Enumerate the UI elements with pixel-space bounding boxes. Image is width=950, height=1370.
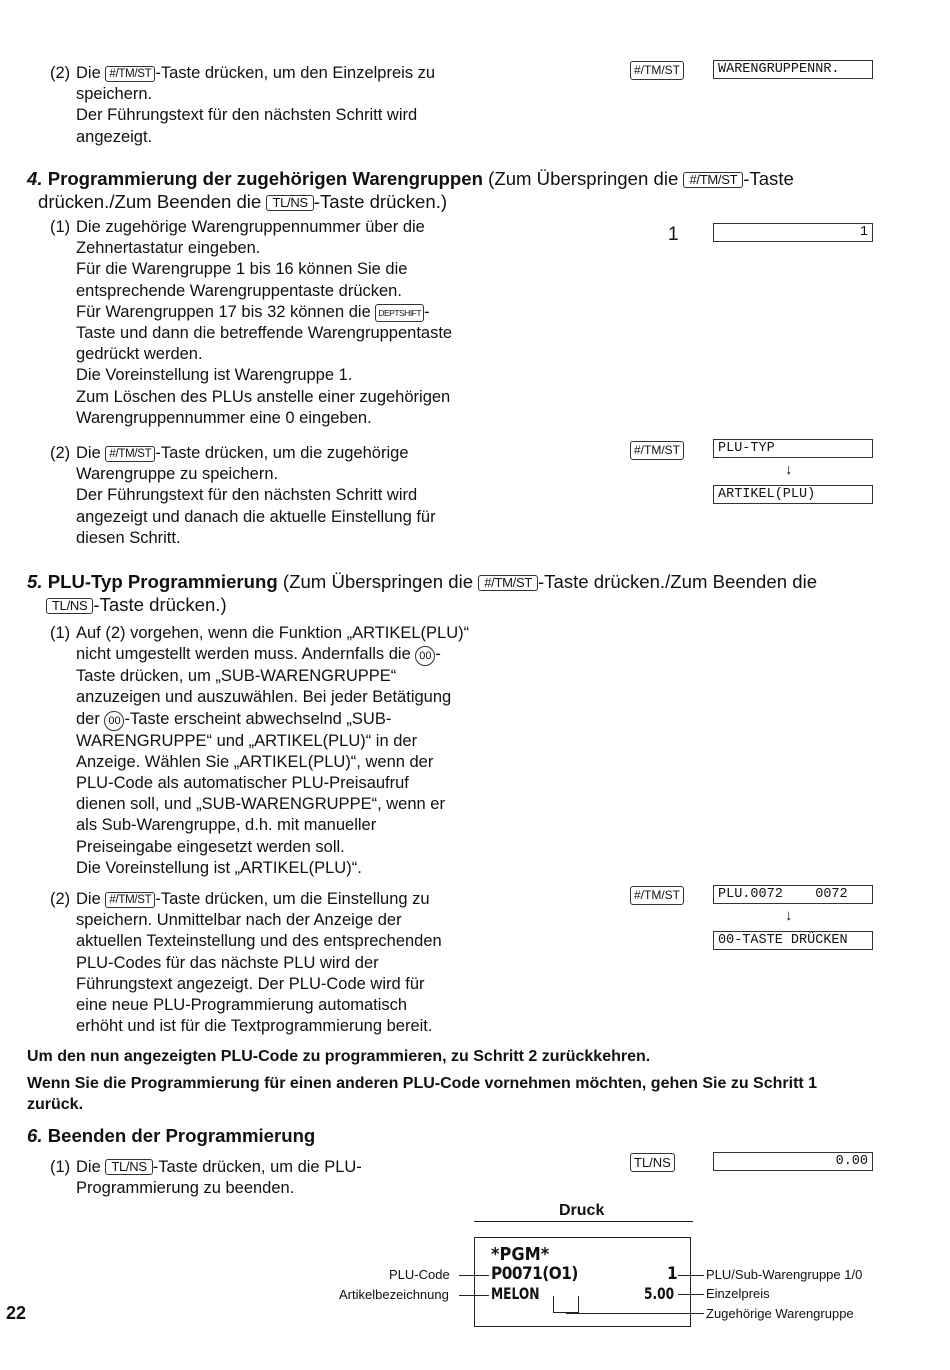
display-box: PLU-TYP <box>713 439 873 458</box>
note-return-step-1 <box>27 1073 927 1115</box>
text: Der Führungstext für den nächsten Schritt wird <box>76 106 418 125</box>
section-number: 5. <box>27 571 43 592</box>
display-box: 1 <box>713 223 873 242</box>
display-box: 00-TASTE DRÜCKEN <box>713 931 873 950</box>
deptshift-key-icon: DEPTSHIFT <box>375 304 424 322</box>
text: erhöht und ist für die Textprogrammierung bereit. <box>76 1017 433 1036</box>
text: speichern. <box>76 85 153 104</box>
tmst-key-icon: #/TM/ST <box>478 575 538 591</box>
text: Für die Warengruppe 1 bis 16 können Sie die <box>76 260 408 279</box>
text: Warengruppe zu speichern. <box>76 465 279 484</box>
text: Auf (2) vorgehen, wenn die Funktion „ARTIKEL(PLU)“ <box>76 624 470 642</box>
text: Die zugehörige Warengruppennummer über die <box>76 218 425 236</box>
text: nicht umgestellt werden muss. Andernfalls die <box>76 645 411 664</box>
text: Zum Löschen des PLUs anstelle einer zugehörigen <box>76 387 451 406</box>
top-item-text <box>76 63 435 148</box>
down-arrow-icon: ↓ <box>785 461 793 478</box>
text: aktuellen Texteinstellung und des entsprechenden <box>76 932 442 951</box>
text: Wenn Sie die Programmierung für einen anderen PLU-Code vornehmen möchten, gehen Sie zu Schritt 1 <box>27 1075 818 1092</box>
receipt-plu-type: 1 <box>667 1264 678 1284</box>
text: als Sub-Warengruppe, d.h. mit manueller <box>76 816 377 835</box>
note-return-step-2: Um den nun angezeigten PLU-Code zu programmieren, zu Schritt 2 zurückkehren. <box>27 1048 651 1065</box>
text: Warengruppennummer eine 0 eingeben. <box>76 408 372 427</box>
text: speichern. Unmittelbar nach der Anzeige der <box>76 911 402 930</box>
bracket-line <box>578 1296 579 1313</box>
section-6-heading <box>27 1124 315 1147</box>
text: Taste drücken, um „SUB-WARENGRUPPE“ <box>76 667 397 686</box>
s6-item1-number: (1) <box>50 1158 71 1176</box>
tmst-key-icon: #/TM/ST <box>105 892 155 908</box>
text: (Zum Überspringen die <box>282 571 474 592</box>
tmst-key-icon: #/TM/ST <box>630 441 684 460</box>
receipt-pgm-line: *PGM* <box>491 1244 550 1265</box>
text: diesen Schritt. <box>76 528 181 547</box>
receipt-plu-code: P0071(O1) <box>491 1264 578 1284</box>
tlns-key-icon: TL/NS <box>630 1153 675 1172</box>
numeric-entry: 1 <box>668 224 679 245</box>
text: (Zum Überspringen die <box>488 168 679 189</box>
s6-item1-text <box>76 1157 362 1199</box>
tmst-key-icon: #/TM/ST <box>630 886 684 905</box>
text: PLU-Code als automatischer PLU-Preisaufruf <box>76 774 409 793</box>
text: -Taste drücken, um die zugehörige <box>155 444 409 462</box>
receipt-item-name: MELON <box>491 1284 540 1303</box>
text: Die Voreinstellung ist Warengruppe 1. <box>76 366 353 385</box>
text: eine neue PLU-Programmierung automatisch <box>76 996 408 1015</box>
tmst-key-icon: #/TM/ST <box>630 61 684 80</box>
text: Die <box>76 444 101 462</box>
text: Die Voreinstellung ist „ARTIKEL(PLU)“. <box>76 858 362 877</box>
s4-item2-number: (2) <box>50 444 71 462</box>
text: Für Warengruppen 17 bis 32 können die <box>76 302 371 321</box>
text: anzuzeigen und auszuwählen. Bei jeder Betätigung <box>76 688 452 707</box>
text: entsprechende Warengruppentaste drücken. <box>76 281 402 300</box>
text: Die <box>76 1158 101 1176</box>
leader-line <box>678 1275 704 1276</box>
text: Zehnertastatur eingeben. <box>76 239 261 258</box>
display-box: WARENGRUPPENNR. <box>713 60 873 79</box>
section-title: PLU-Typ Programmierung <box>47 571 278 592</box>
text: -Taste drücken, um den Einzelpreis zu <box>155 64 436 82</box>
text: -Taste drücken, um die PLU- <box>152 1158 362 1176</box>
s5-item2-text <box>76 889 442 1037</box>
text: Der Führungstext für den nächsten Schritt wird <box>76 486 418 505</box>
display-box: 0.00 <box>713 1152 873 1171</box>
receipt-unit-price: 5.00 <box>644 1284 675 1303</box>
display-box: ARTIKEL(PLU) <box>713 485 873 504</box>
down-arrow-icon: ↓ <box>785 907 793 924</box>
tmst-key-icon: #/TM/ST <box>683 172 743 188</box>
text: -Taste erscheint abwechselnd „SUB- <box>124 709 392 728</box>
leader-line <box>678 1294 704 1295</box>
s5-item1-number: (1) <box>50 624 71 642</box>
print-title: Druck <box>559 1202 605 1219</box>
page-number: 22 <box>6 1303 27 1323</box>
text: dienen soll, und „SUB-WARENGRUPPE“, wenn er <box>76 795 445 814</box>
text: Taste und dann die betreffende Warengruppentaste <box>76 324 453 343</box>
text: Die <box>76 890 101 908</box>
tlns-key-icon: TL/NS <box>266 195 313 211</box>
label-plu-sub-warengruppe: PLU/Sub-Warengruppe 1/0 <box>706 1267 863 1282</box>
text: Führungstext angezeigt. Der PLU-Code wird für <box>76 974 425 993</box>
section-number: 4. <box>27 168 43 189</box>
text: drücken./Zum Beenden die <box>38 191 262 212</box>
text: gedrückt werden. <box>76 345 203 364</box>
top-item-number: (2) <box>50 64 71 82</box>
leader-line <box>459 1295 489 1296</box>
text: angezeigt. <box>76 127 153 146</box>
text: -Taste drücken./Zum Beenden die <box>537 571 818 592</box>
text: - <box>435 645 441 664</box>
tmst-key-icon: #/TM/ST <box>105 446 155 462</box>
label-zugehoerige-warengruppe: Zugehörige Warengruppe <box>706 1306 854 1321</box>
text: Anzeige. Wählen Sie „ARTIKEL(PLU)“, wenn der <box>76 752 434 771</box>
s5-item2-number: (2) <box>50 890 71 908</box>
label-plu-code: PLU-Code <box>389 1267 450 1282</box>
text: -Taste drücken, um die Einstellung zu <box>155 890 430 908</box>
double-zero-key-icon: 00 <box>104 711 124 731</box>
label-artikelbezeichnung: Artikelbezeichnung <box>339 1287 449 1302</box>
section-5-heading <box>27 570 927 616</box>
s5-item1-text <box>76 623 469 879</box>
section-number: 6. <box>27 1125 43 1146</box>
text: der <box>76 709 100 728</box>
s4-item1-text <box>76 217 452 429</box>
double-zero-key-icon: 00 <box>415 646 435 666</box>
text: -Taste drücken.) <box>93 594 227 615</box>
text: Preiseingabe eingesetzt werden soll. <box>76 837 345 856</box>
text: -Taste <box>743 168 794 189</box>
section-4-heading <box>27 167 927 213</box>
section-title: Programmierung der zugehörigen Warengruppen <box>47 168 483 189</box>
text: WARENGRUPPE“ und „ARTIKEL(PLU)“ in der <box>76 731 418 750</box>
text: Programmierung zu beenden. <box>76 1179 295 1198</box>
bracket-line <box>553 1296 554 1313</box>
s4-item1-number: (1) <box>50 218 71 236</box>
label-einzelpreis: Einzelpreis <box>706 1286 770 1301</box>
title-underline <box>474 1221 693 1222</box>
display-box: PLU.0072 0072 <box>713 885 873 904</box>
leader-line <box>459 1275 489 1276</box>
text: - <box>424 302 430 321</box>
s4-item2-text <box>76 443 436 549</box>
leader-line <box>566 1313 704 1314</box>
text: Die <box>76 64 101 82</box>
tlns-key-icon: TL/NS <box>46 598 93 614</box>
text: -Taste drücken.) <box>313 191 448 212</box>
text: angezeigt und danach die aktuelle Einstellung für <box>76 507 436 526</box>
section-title: Beenden der Programmierung <box>47 1125 316 1146</box>
tlns-key-icon: TL/NS <box>105 1159 152 1175</box>
text: PLU-Codes für das nächste PLU wird der <box>76 953 379 972</box>
text: zurück. <box>27 1096 84 1113</box>
tmst-key-icon: #/TM/ST <box>105 66 155 82</box>
